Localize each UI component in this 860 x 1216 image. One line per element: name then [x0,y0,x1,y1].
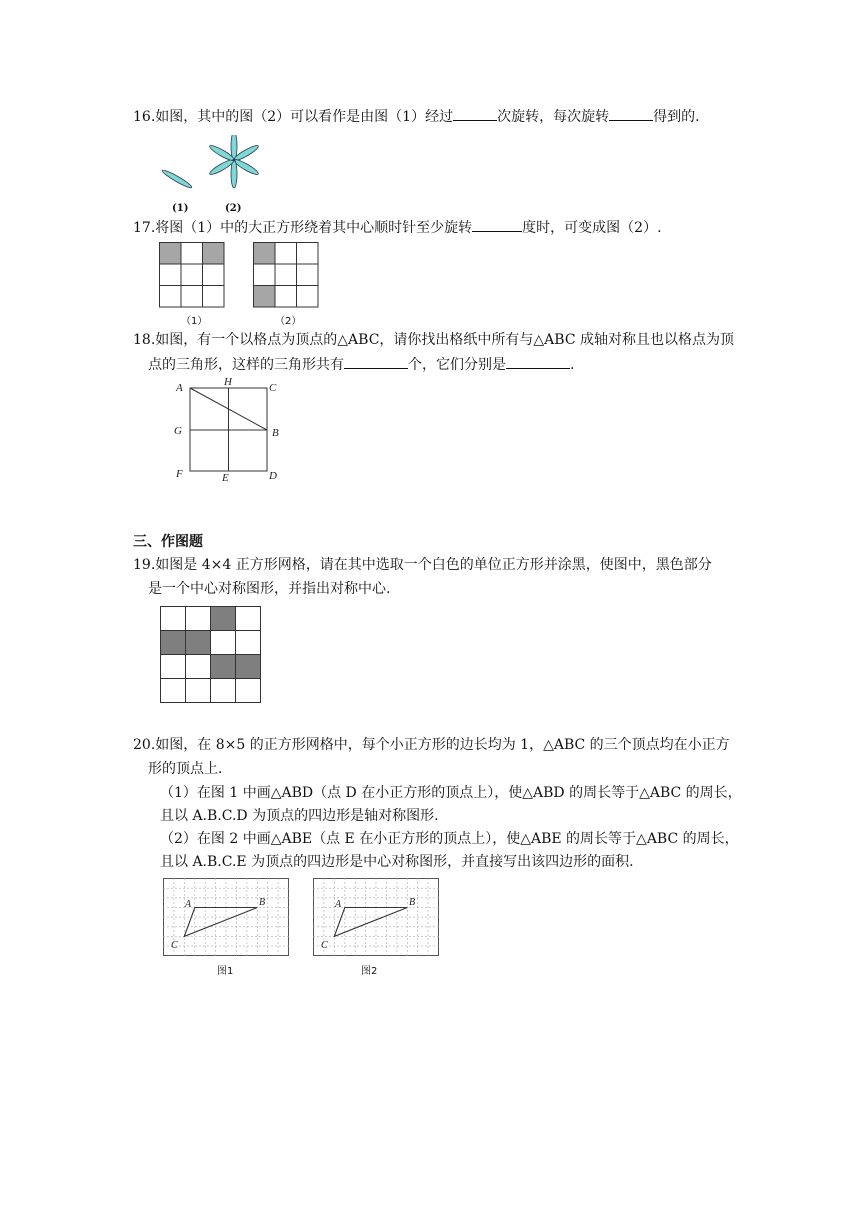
q17-grid2-cell-shaded [254,286,276,308]
q16-flower [208,135,259,188]
q18-blank-list[interactable] [506,354,570,369]
q18-label-B: B [272,427,279,439]
q18-label-F: F [176,468,183,480]
q19-text-line2: 是一个中心对称图形，并指出对称中心. [148,581,391,597]
q18-label-C: C [269,382,277,394]
q19-grid [160,606,264,704]
q16-blank-angle[interactable] [609,106,653,121]
q20-text-line4: 且以 A.B.C.D 为顶点的四边形是轴对称图形. [160,808,439,824]
q18-text-line2 [148,354,574,375]
q18-text-b: 个，它们分别是 [408,357,506,373]
q20-fig2-label-B: B [409,897,416,908]
q19-text-line1: 19.如图是 4×4 正方形网格，请在其中选取一个白色的单位正方形并涂黑，使图中，黑色部分 [133,557,712,573]
q18-figure [168,374,288,486]
q17-grid1-cell-shaded [203,243,225,265]
q20-text-line2: 形的顶点上. [148,761,223,777]
q19-cell-black [236,655,261,679]
q16-text-c: 得到的. [653,109,700,125]
q17-text [133,217,662,238]
q17-grid2-cell-shaded [254,243,276,265]
q17-caption-2: （2） [275,316,302,327]
q16-figure [155,135,275,197]
q17-caption-1: （1） [181,316,208,327]
q16-blank-count[interactable] [453,106,497,121]
q17-blank-degrees[interactable] [472,217,522,232]
q17-grid-2 [253,242,321,310]
q20-fig1-caption: 图1 [217,966,234,977]
q19-cell-black [186,631,211,655]
q20-fig2-label-C: C [321,940,328,951]
q20-text-line3: （1）在图 1 中画△ABD（点 D 在小正方形的顶点上），使△ABD 的周长等于△ABC 的周长， [160,785,742,801]
q18-label-A: A [176,382,183,394]
q20-fig1-label-A: A [185,899,192,910]
q20-text-line1: 20.如图，在 8×5 的正方形网格中，每个小正方形的边长均为 1，△ABC 的三个顶点均在小正方 [133,737,730,753]
q17-text-b: 度时，可变成图（2）. [522,220,662,236]
q18-text-line1: 18.如图，有一个以格点为顶点的△ABC，请你找出格纸中所有与△ABC 成轴对称且也以格点为顶 [133,332,734,348]
q16-caption-2: (2) [225,203,242,214]
q19-cell-black [211,607,236,631]
q18-label-H: H [224,376,232,388]
q16-single-petal [161,168,193,190]
q16-text [133,106,700,127]
q18-label-E: E [222,472,229,484]
q17-grid1-cell-shaded [160,243,182,265]
q18-label-G: G [174,425,182,437]
q20-fig1-label-C: C [171,940,178,951]
q20-figure-2 [313,878,441,958]
q18-text-a: 点的三角形，这样的三角形共有 [148,357,344,373]
q20-figure-1 [163,878,291,958]
q20-text-line6: 且以 A.B.C.E 为顶点的四边形是中心对称图形，并直接写出该四边形的面积. [160,854,634,870]
q20-fig1-label-B: B [259,897,266,908]
q16-caption-1: (1) [172,203,189,214]
q17-text-a: 17.将图（1）中的大正方形绕着其中心顺时针至少旋转 [133,220,473,236]
q20-fig2-caption: 图2 [361,966,378,977]
q16-text-b: 次旋转，每次旋转 [497,109,610,125]
section-title: 三、作图题 [133,534,203,550]
q16-text-a: 16.如图，其中的图（2）可以看作是由图（1）经过 [133,109,454,125]
q20-text-line5: （2）在图 2 中画△ABE（点 E 在小正方形的顶点上），使△ABE 的周长等于△ABC 的周长， [160,831,739,847]
q18-blank-count[interactable] [344,354,408,369]
q19-cell-black [161,631,186,655]
q19-cell-black [211,655,236,679]
q20-fig2-label-A: A [335,899,342,910]
q18-text-c: . [570,357,575,373]
q18-label-D: D [269,470,277,482]
q17-grid-1 [159,242,227,310]
